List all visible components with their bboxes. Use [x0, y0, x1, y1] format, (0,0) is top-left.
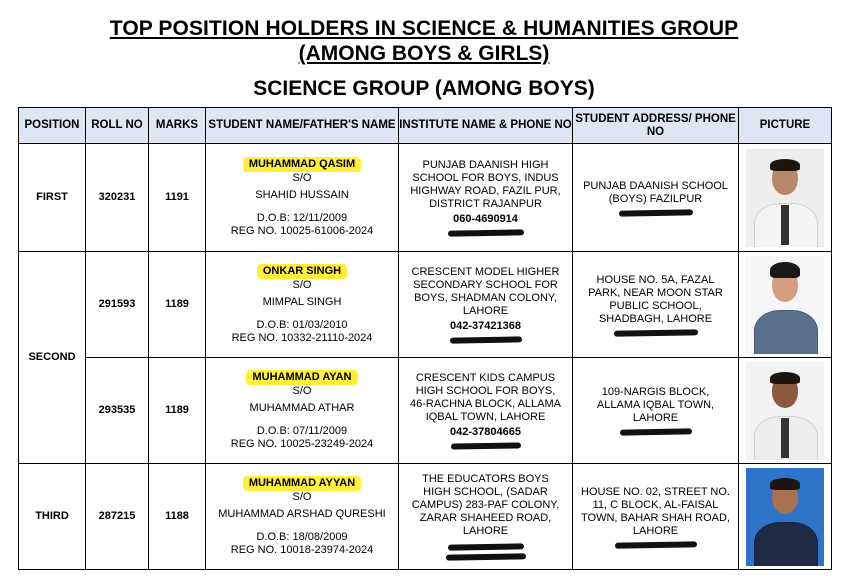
roll-cell: 293535	[86, 358, 149, 464]
student-name: MUHAMMAD AYAN	[246, 370, 357, 385]
table-row	[19, 358, 832, 464]
student-photo	[746, 256, 824, 354]
institute-cell	[399, 358, 573, 464]
father-name: SHAHID HUSSAIN	[255, 189, 349, 201]
student-name: MUHAMMAD QASIM	[243, 157, 361, 172]
son-of: S/O	[292, 172, 312, 184]
institute-name: THE EDUCATORS BOYS HIGH SCHOOL, (SADAR CAMPUS) 283-PAF COLONY, ZARAR SHAHEED ROAD, LAHORE	[411, 473, 560, 537]
son-of: S/O	[292, 385, 312, 397]
roll-cell: 291593	[86, 252, 149, 358]
institute-name: CRESCENT KIDS CAMPUS HIGH SCHOOL FOR BOYS, 46-RACHNA BLOCK, ALLAMA IQBAL TOWN, LAHORE	[409, 372, 561, 423]
dob: D.O.B: 18/08/2009	[256, 531, 348, 543]
redacted-mark	[450, 442, 520, 449]
address-cell	[573, 358, 739, 464]
address-cell	[573, 464, 739, 570]
section-title: SCIENCE GROUP (AMONG BOYS)	[253, 77, 595, 100]
marks-cell: 1189	[149, 358, 206, 464]
redacted-mark	[613, 329, 697, 336]
son-of: S/O	[292, 279, 312, 291]
student-cell	[206, 144, 399, 252]
table-header-row	[19, 108, 832, 144]
redacted-mark	[619, 428, 691, 435]
header-student: STUDENT NAME/FATHER'S NAME	[206, 108, 399, 144]
position-cell: SECOND	[19, 252, 86, 464]
redacted-mark	[618, 209, 692, 216]
student-photo	[746, 468, 824, 566]
redacted-mark	[447, 229, 523, 236]
redacted-mark	[614, 541, 696, 548]
position-cell: THIRD	[19, 464, 86, 570]
father-name: MUHAMMAD ATHAR	[249, 402, 355, 414]
institute-name: PUNJAB DAANISH HIGH SCHOOL FOR BOYS, INDUS HIGHWAY ROAD, FAZIL PUR, DISTRICT RAJANPUR	[410, 159, 561, 210]
student-photo	[746, 362, 824, 460]
student-name: MUHAMMAD AYYAN	[243, 476, 361, 491]
redacted-mark	[449, 336, 521, 343]
address-cell	[573, 252, 739, 358]
page-subtitle: (AMONG BOYS & GIRLS)	[298, 42, 550, 65]
address-cell	[573, 144, 739, 252]
reg-no: REG NO. 10018-23974-2024	[230, 544, 374, 556]
institute-cell	[399, 464, 573, 570]
student-address: HOUSE NO. 5A, FAZAL PARK, NEAR MOON STAR PUBLIC SCHOOL, SHADBAGH, LAHORE	[588, 273, 723, 325]
reg-no: REG NO. 10332-21110-2024	[231, 332, 373, 344]
student-cell	[206, 358, 399, 464]
student-cell	[206, 252, 399, 358]
reg-no: REG NO. 10025-23249-2024	[230, 438, 374, 450]
page-title: TOP POSITION HOLDERS IN SCIENCE & HUMANITIES GROUP	[109, 17, 739, 40]
redacted-mark	[447, 543, 523, 550]
roll-cell: 320231	[86, 144, 149, 252]
institute-phone: 042-37804665	[450, 426, 521, 438]
reg-no: REG NO. 10025-61006-2024	[230, 225, 374, 237]
position-cell: FIRST	[19, 144, 86, 252]
marks-cell: 1188	[149, 464, 206, 570]
table-row	[19, 144, 832, 252]
student-photo	[746, 149, 824, 247]
header-institute: INSTITUTE NAME & PHONE NO	[399, 108, 573, 144]
roll-cell: 287215	[86, 464, 149, 570]
marks-cell: 1191	[149, 144, 206, 252]
table-row	[19, 252, 832, 358]
header-roll: ROLL NO	[86, 108, 149, 144]
picture-cell	[739, 252, 832, 358]
header-position: POSITION	[19, 108, 86, 144]
institute-cell	[399, 252, 573, 358]
institute-cell	[399, 144, 573, 252]
dob: D.O.B: 12/11/2009	[256, 212, 348, 224]
redacted-mark	[445, 553, 525, 560]
student-address: HOUSE NO. 02, STREET NO. 11, C BLOCK, AL-FAISAL TOWN, BAHAR SHAH ROAD, LAHORE	[581, 485, 730, 537]
dob: D.O.B: 07/11/2009	[256, 425, 348, 437]
institute-phone: 042-37421368	[450, 320, 521, 332]
institute-phone: 060-4690914	[453, 213, 518, 225]
student-address: 109-NARGIS BLOCK, ALLAMA IQBAL TOWN, LAHORE	[596, 386, 715, 424]
father-name: MUHAMMAD ARSHAD QURESHI	[218, 508, 386, 520]
header-picture: PICTURE	[739, 108, 832, 144]
student-cell	[206, 464, 399, 570]
position-holders-table	[18, 107, 832, 570]
header-marks: MARKS	[149, 108, 206, 144]
header-address: STUDENT ADDRESS/ PHONE NO	[573, 108, 739, 144]
picture-cell	[739, 358, 832, 464]
picture-cell	[739, 464, 832, 570]
institute-name: CRESCENT MODEL HIGHER SECONDARY SCHOOL FOR BOYS, SHADMAN COLONY, LAHORE	[411, 266, 560, 317]
student-address: PUNJAB DAANISH SCHOOL (BOYS) FAZILPUR	[583, 179, 728, 205]
picture-cell	[739, 144, 832, 252]
table-row	[19, 464, 832, 570]
son-of: S/O	[292, 491, 312, 503]
student-name: ONKAR SINGH	[257, 264, 347, 279]
marks-cell: 1189	[149, 252, 206, 358]
dob: D.O.B: 01/03/2010	[256, 319, 348, 331]
father-name: MIMPAL SINGH	[262, 296, 342, 308]
